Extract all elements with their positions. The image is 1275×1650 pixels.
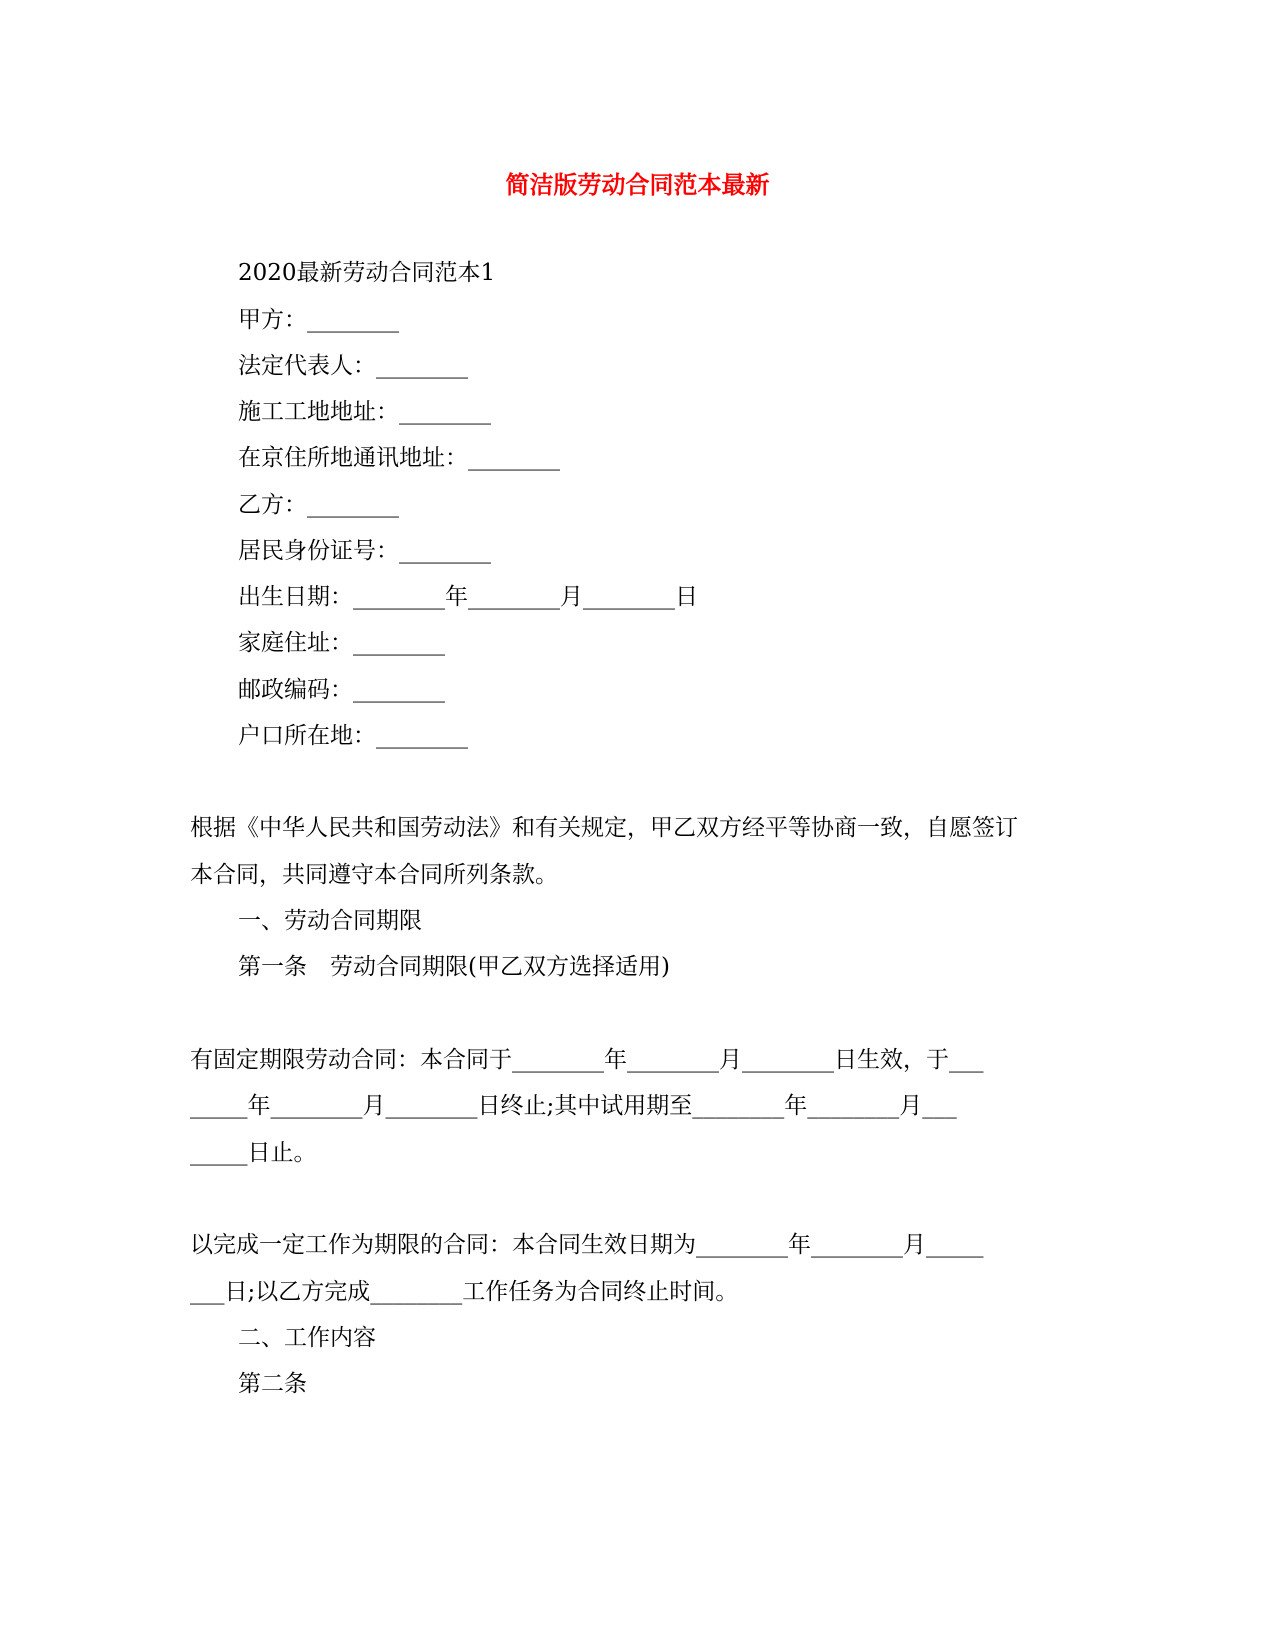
party-a-field: 甲方：________ bbox=[238, 307, 399, 333]
postal-code-field: 邮政编码：________ bbox=[238, 677, 445, 703]
intro-paragraph-line-1: 根据《中华人民共和国劳动法》和有关规定，甲乙双方经平等协商一致，自愿签订 bbox=[190, 815, 1018, 841]
contract-subtitle: 2020最新劳动合同范本1 bbox=[238, 260, 496, 286]
hukou-field: 户口所在地：________ bbox=[238, 723, 468, 749]
section-heading-work: 二、工作内容 bbox=[238, 1325, 376, 1351]
home-address-field: 家庭住址：________ bbox=[238, 630, 445, 656]
fixed-term-line-3: _____日止。 bbox=[190, 1140, 317, 1166]
task-term-line-1: 以完成一定工作为期限的合同：本合同生效日期为________年________月_____ bbox=[190, 1232, 984, 1258]
task-term-line-2: ___日;以乙方完成________工作任务为合同终止时间。 bbox=[190, 1279, 739, 1305]
site-address-field: 施工工地地址：________ bbox=[238, 399, 491, 425]
fixed-term-line-1: 有固定期限劳动合同：本合同于________年________月________日生效，于___ bbox=[190, 1047, 984, 1073]
party-b-field: 乙方：________ bbox=[238, 492, 399, 518]
legal-rep-field: 法定代表人：________ bbox=[238, 353, 468, 379]
intro-paragraph-line-2: 本合同，共同遵守本合同所列条款。 bbox=[190, 862, 558, 888]
section-heading-term: 一、劳动合同期限 bbox=[238, 908, 422, 934]
id-number-field: 居民身份证号：________ bbox=[238, 538, 491, 564]
article-2: 第二条 bbox=[238, 1371, 307, 1397]
fixed-term-line-2: _____年________月________日终止;其中试用期至________年________月___ bbox=[190, 1093, 957, 1119]
document-title: 简洁版劳动合同范本最新 bbox=[505, 170, 770, 199]
article-1: 第一条 劳动合同期限(甲乙双方选择适用) bbox=[238, 954, 670, 980]
beijing-address-field: 在京住所地通讯地址：________ bbox=[238, 445, 560, 471]
birth-date-field: 出生日期：________年________月________日 bbox=[238, 584, 698, 610]
